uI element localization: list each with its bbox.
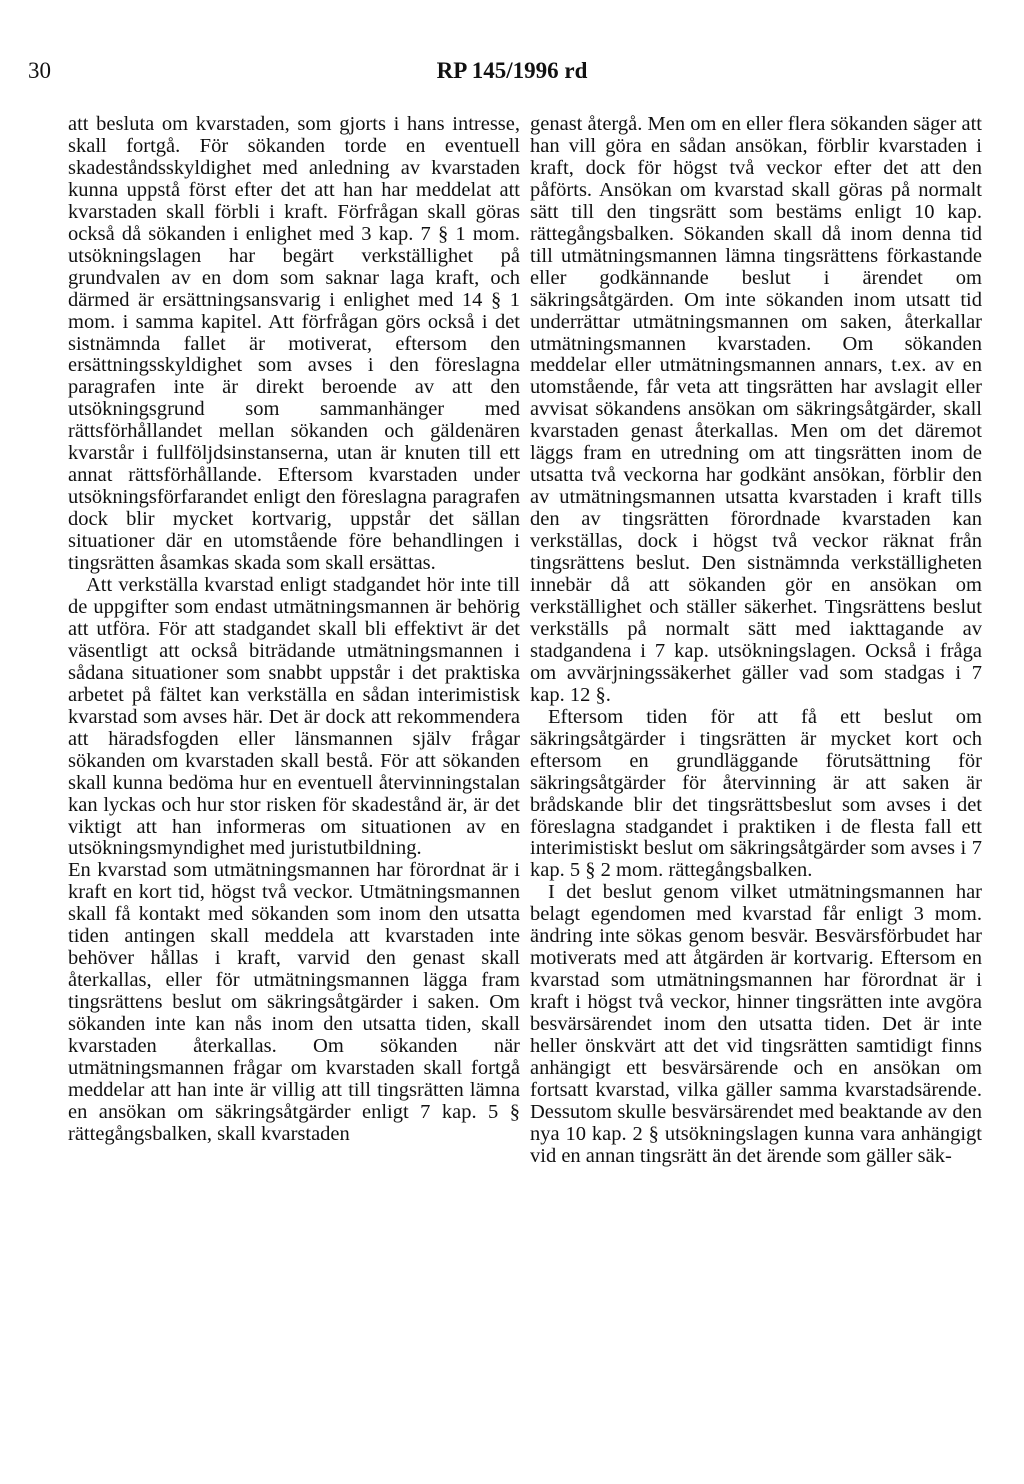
paragraph: Eftersom tiden för att få ett beslut om säkringsåtgärder i tingsrätten är mycket kort och eftersom en grundläggande förutsättning för säkringsåtgärder för återvinning är att saken är brådskande blir det tingsrättsbeslut som avses i det föreslagna stadgandet i praktiken i de flesta fall ett interimistiskt beslut om säkringsåtgärder som avses i 7 kap. 5 § 2 mom. rättegångsbalken.	[530, 705, 982, 882]
running-head: RP 145/1996 rd	[436, 58, 588, 83]
paragraph: genast återgå. Men om en eller flera sökanden säger att han vill göra en sådan ansökan, förblir kvarstaden i kraft, dock för högst två veckor efter det att den påförts. Ansökan om kvarstad skall göras på normalt sätt till den tingsrätt som bestäms enligt 10 kap. rättegångsbalken. Sökanden skall då inom denna tid till utmätningsmannen lämna tingsrättens förkastande eller godkännande beslut i ärendet om säkringsåtgärden. Om inte sökanden inom utsatt tid underrättar utmätningsmannen om saken, återkallar utmätningsmannen kvarstaden. Om sökanden meddelar eller utmätningsmannen annars, t.ex. av en utomstående, får veta att tingsrätten har avslagit eller avvisat sökandens ansökan om säkringsåtgärder, skall kvarstaden genast återkallas. Men om det däremot läggs fram en utredning om att tingsrätten inom de utsatta två veckorna har godkänt ansökan, förblir den av utmätningsmannen utsatta kvarstaden i kraft tills den av tingsrätten förordnade kvarstaden kan verkställas, dock i högst två veckor räknat från tingsrättens beslut. Den sistnämnda verkställigheten innebär då att sökanden gör en ansökan om verkställighet och ställer säkerhet. Tingsrättens beslut verkställs på normalt sätt med iakttagande av stadgandena i 7 kap. utsökningslagen. Också i fråga om avvärjningssäkerhet gäller vad som stadgas i 7 kap. 12 §.	[530, 113, 982, 706]
paragraph: I det beslut genom vilket utmätningsmannen har belagt egendomen med kvarstad får enligt 3 mom. ändring inte sökas genom besvär. Besvärsförbudet har motiverats med att åtgärden är kortvarig. Eftersom en kvarstad som utmätningsmannen har förordnat är i kraft i högst två veckor, hinner tingsrätten inte avgöra besvärsärendet inom den utsatta tiden. Det är inte heller önskvärt att det vid tingsrätten samtidigt finns anhängigt ett besvärsärende och en ansökan om fortsatt kvarstad, vilka gäller samma kvarstadsärende. Dessutom skulle besvärsärendet med beaktande av den nya 10 kap. 2 § utsökningslagen kunna vara anhängigt vid en annan tingsrätt än det ärende som gäller säk-	[530, 881, 982, 1167]
paragraph: att besluta om kvarstaden, som gjorts i hans intresse, skall fortgå. För sökanden torde en eventuell skadeståndsskyldighet med anledning av kvarstaden kunna uppstå först efter det att han har meddelat att kvarstaden skall förbli i kraft. Förfrågan skall göras också då sökanden i enlighet med 3 kap. 7 § 1 mom. utsökningslagen har begärt verkställighet på grundvalen av en dom som saknar laga kraft, och därmed är ersättningsansvarig i enlighet med 14 § 1 mom. i samma kapitel. Att förfrågan görs också i det sistnämnda fallet är motiverat, eftersom den ersättningsskyldighet som avses i den föreslagna paragrafen inte är direkt beroende av att den utsökningsgrund som sammanhänger med rättsförhållandet mellan sökanden och gäldenären kvarstår i fullföljdsinstanserna, utan är knuten till ett annat rättsförhållande. Eftersom kvarstaden under utsökningsförfarandet enligt den föreslagna paragrafen dock blir mycket kortvarig, uppstår det sällan situationer där en utomstående före behandlingen i tingsrätten åsamkas skada som skall ersättas.	[68, 113, 520, 575]
left-column	[68, 114, 520, 1146]
right-column	[530, 114, 982, 1168]
page-number: 30	[28, 58, 51, 83]
paragraph: En kvarstad som utmätningsmannen har förordnat är i kraft en kort tid, högst två veckor. Utmätningsmannen skall få kontakt med sökanden som inom den utsatta tiden antingen skall meddela att kvarstaden inte behöver hållas i kraft, varvid den genast skall återkallas, eller för utmätningsmannen lägga fram tingsrättens beslut om säkringsåtgärder i saken. Om sökanden inte kan nås inom den utsatta tiden, skall kvarstaden återkallas. Om sökanden när utmätningsmannen frågar om kvarstaden skall fortgå meddelar att han inte är villig att till tingsrätten lämna en ansökan om säkringsåtgärder enligt 7 kap. 5 § rättegångsbalken, skall kvarstaden	[68, 859, 520, 1145]
paragraph: Att verkställa kvarstad enligt stadgandet hör inte till de uppgifter som endast utmätningsmannen är behörig att utföra. För att stadgandet skall bli effektivt är det väsentligt att också biträdande utmätningsmannen i sådana situationer som snabbt uppstår i det praktiska arbetet på fältet kan verkställa en sådan interimistisk kvarstad som avses här. Det är dock att rekommendera att häradsfogden eller länsmannen själv frågar sökanden om kvarstaden skall bestå. För att sökanden skall kunna bedöma hur en eventuell återvinningstalan kan lyckas och hur stor risken för skadestånd är, är det viktigt att han informeras om situationen av en utsökningsmyndighet med juristutbildning.	[68, 574, 520, 860]
